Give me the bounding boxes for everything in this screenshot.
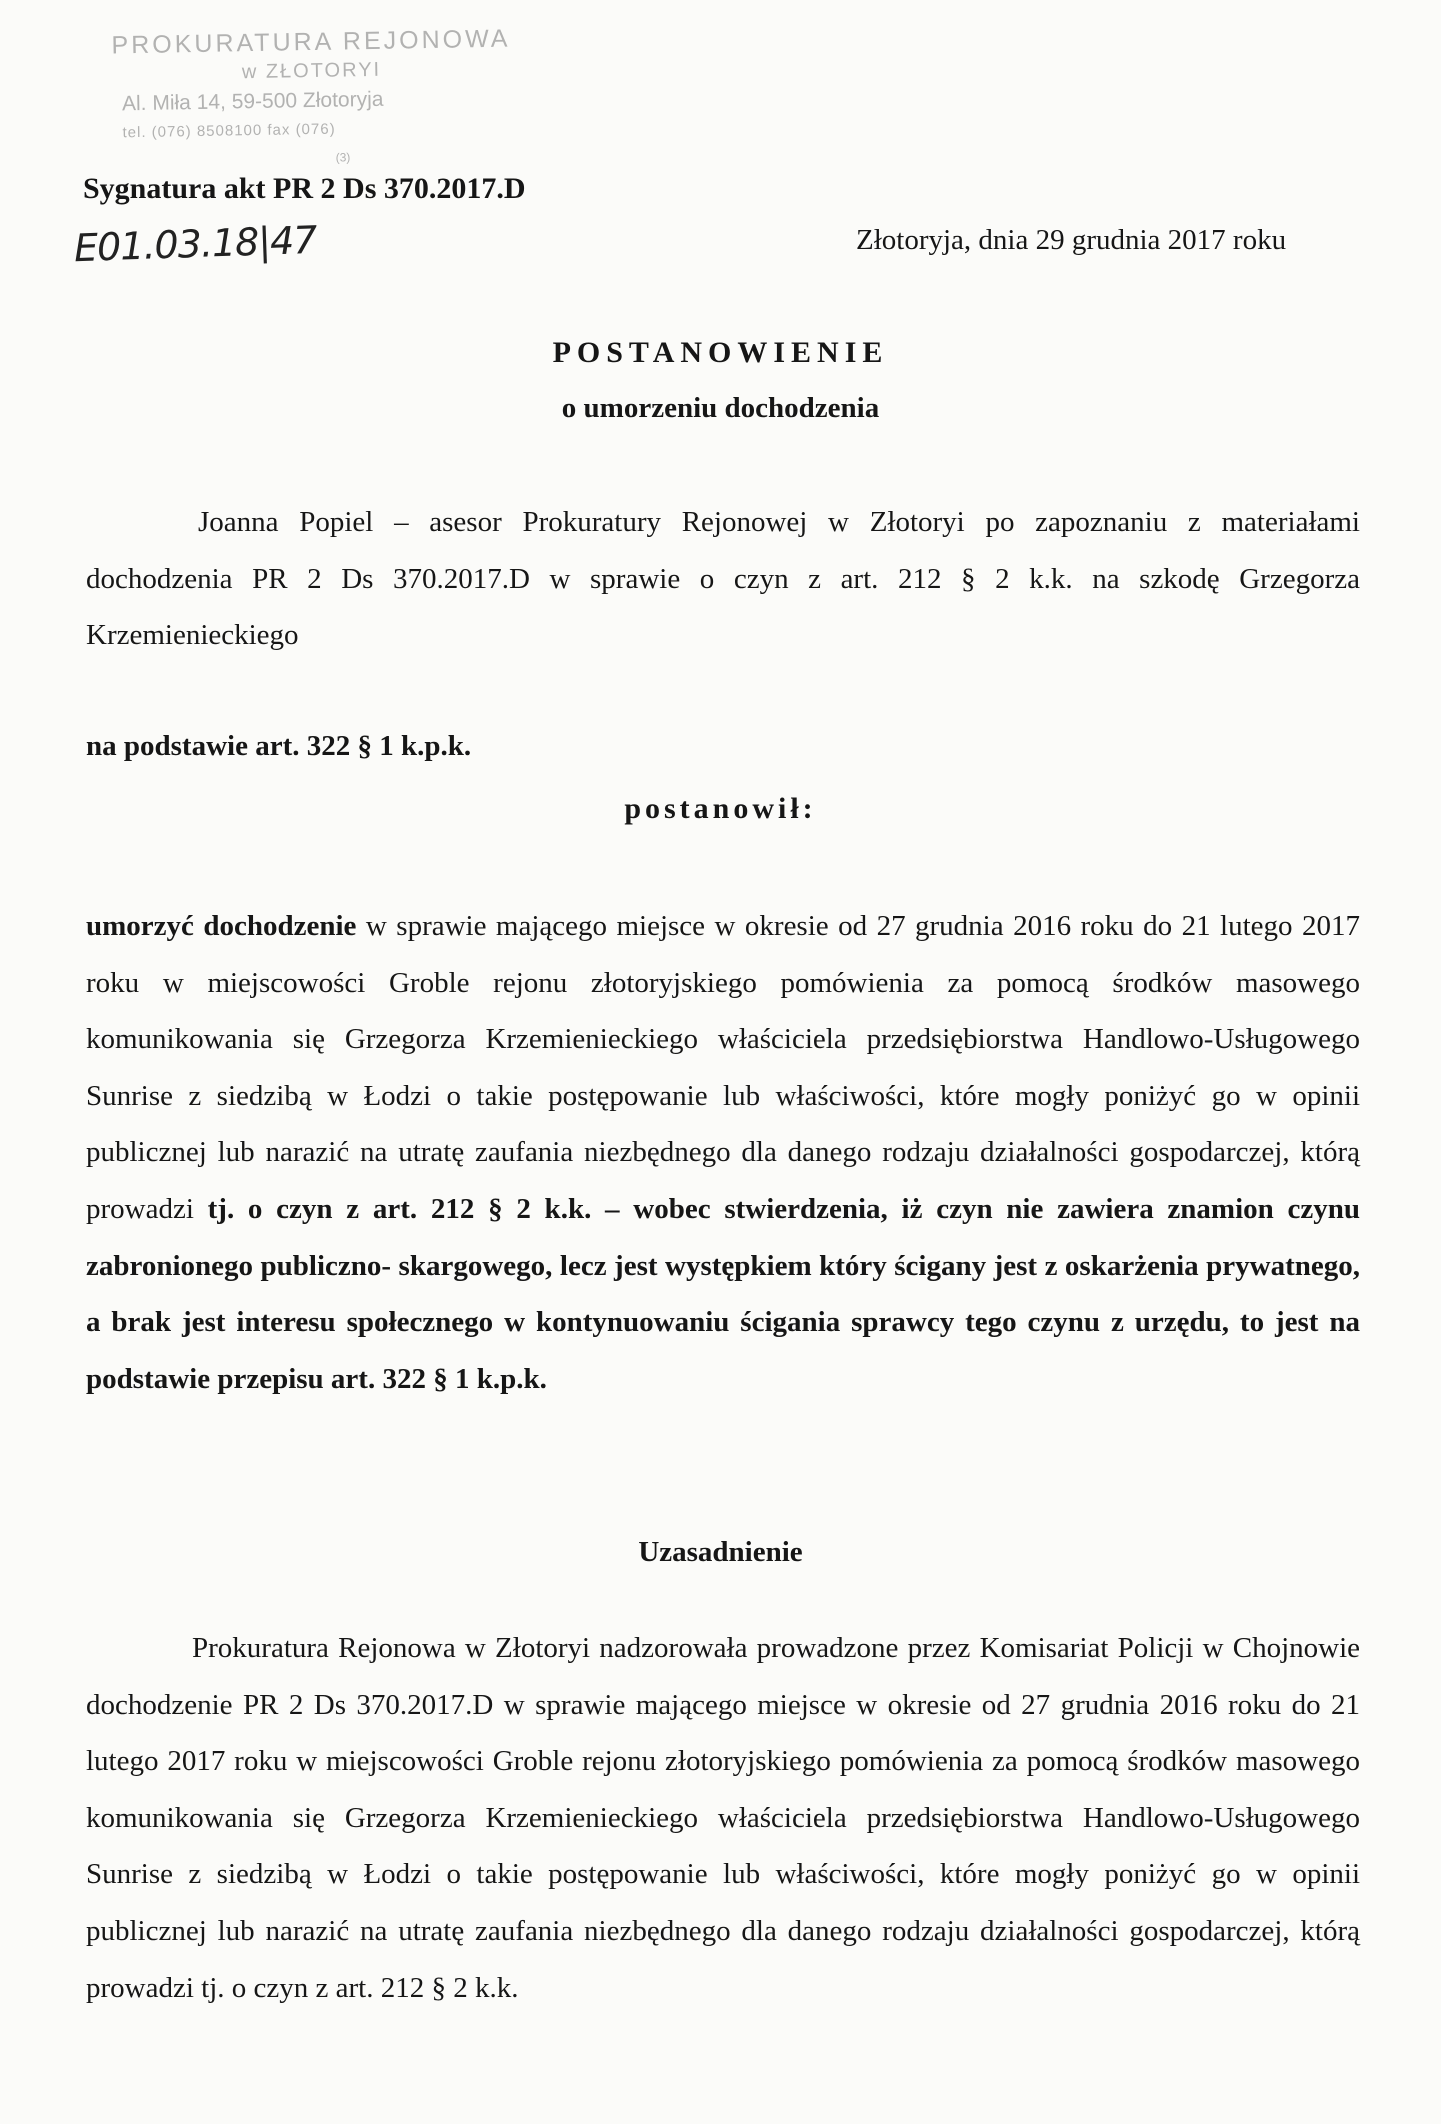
prosecutor-office-stamp bbox=[111, 25, 513, 177]
document-subtitle: o umorzeniu dochodzenia bbox=[561, 392, 880, 424]
decision-paragraph bbox=[86, 898, 1360, 1407]
handwritten-note: E01.03.18|47 bbox=[73, 217, 318, 271]
reasons-heading: Uzasadnienie bbox=[638, 1536, 803, 1568]
case-signature: Sygnatura akt PR 2 Ds 370.2017.D bbox=[83, 172, 526, 205]
decision-body: w sprawie mającego miejsce w okresie od 27 grudnia 2016 roku do 21 lutego 2017 roku w miejscowości Groble rejonu złotoryjskiego pomówienia za pomocą środków masowego komunikowania się Grzegorza Krzemienieckiego właściciela przedsiębiorstwa Handlowo-Usługowego Sunrise z siedzibą w Łodzi o takie postępowanie lub właściwości, które mogły poniżyć go w opinii publicznej lub narazić na utratę zaufania niezbędnego dla danego rodzaju działalności gospodarczej, którą prowadzi bbox=[86, 910, 1360, 1225]
stamp-line-5: (3) bbox=[335, 150, 351, 165]
stamp-line-2: w ZŁOTORYI bbox=[241, 58, 382, 84]
decision-conclusion: tj. o czyn z art. 212 § 2 k.k. – wobec stwierdzenia, iż czyn nie zawiera znamion czynu zabronionego publiczno- skargowego, lecz jest występkiem który ścigany jest z oskarżenia prywatnego, a brak jest interesu społecznego w kontynuowaniu ścigania sprawcy tego czynu z urzędu, to jest na podstawie przepisu art. 322 § 1 k.p.k. bbox=[86, 1192, 1361, 1395]
stamp-line-4: tel. (076) 8508100 fax (076) bbox=[122, 120, 336, 142]
decision-lead: umorzyć dochodzenie bbox=[86, 910, 357, 942]
intro-paragraph: Joanna Popiel – asesor Prokuratury Rejonowej w Złotoryi po zapoznaniu z materiałami dochodzenia PR 2 Ds 370.2017.D w sprawie o czyn z art. 212 § 2 k.k. na szkodę Grzegorza Krzemienieckiego bbox=[86, 506, 1360, 652]
document-title: POSTANOWIENIE bbox=[552, 336, 889, 369]
stamp-line-3: Al. Miła 14, 59-500 Złotoryja bbox=[121, 87, 384, 116]
place-and-date: Złotoryja, dnia 29 grudnia 2017 roku bbox=[856, 224, 1287, 256]
stamp-line-1: PROKURATURA REJONOWA bbox=[111, 24, 511, 60]
reasons-paragraph: Prokuratura Rejonowa w Złotoryi nadzorowała prowadzone przez Komisariat Policji w Chojnowie dochodzenie PR 2 Ds 370.2017.D w sprawie mającego miejsce w okresie od 27 grudnia 2016 roku do 21 lutego 2017 roku w miejscowości Groble rejonu złotoryjskiego pomówienia za pomocą środków masowego komunikowania się Grzegorza Krzemienieckiego właściciela przedsiębiorstwa Handlowo-Usługowego Sunrise z siedzibą w Łodzi o takie postępowanie lub właściwości, które mogły poniżyć go w opinii publicznej lub narazić na utratę zaufania niezbędnego dla danego rodzaju działalności gospodarczej, którą prowadzi tj. o czyn z art. 212 § 2 k.k. bbox=[86, 1632, 1360, 2004]
legal-basis: na podstawie art. 322 § 1 k.p.k. bbox=[86, 730, 472, 762]
decided-heading: postanowił: bbox=[624, 792, 817, 825]
